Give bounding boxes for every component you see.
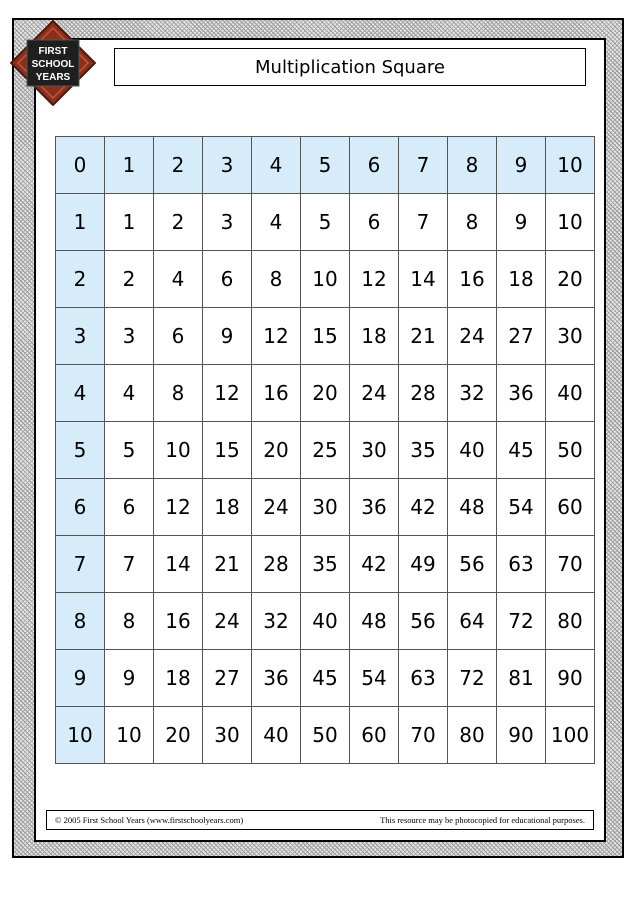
product-cell: 56	[399, 593, 448, 650]
product-cell: 10	[154, 422, 203, 479]
product-cell: 14	[399, 251, 448, 308]
header-cell: 8	[56, 593, 105, 650]
product-cell: 48	[350, 593, 399, 650]
page-title: Multiplication Square	[114, 48, 586, 86]
logo-line-1: FIRST	[38, 46, 68, 57]
first-school-years-logo	[10, 20, 96, 106]
product-cell: 36	[497, 365, 546, 422]
product-cell: 5	[105, 422, 154, 479]
product-cell: 81	[497, 650, 546, 707]
grid-row	[56, 194, 595, 251]
product-cell: 10	[546, 194, 595, 251]
product-cell: 30	[301, 479, 350, 536]
product-cell: 15	[203, 422, 252, 479]
product-cell: 3	[105, 308, 154, 365]
product-cell: 90	[546, 650, 595, 707]
product-cell: 40	[252, 707, 301, 764]
product-cell: 9	[497, 194, 546, 251]
grid-row	[56, 707, 595, 764]
product-cell: 16	[154, 593, 203, 650]
product-cell: 24	[203, 593, 252, 650]
product-cell: 40	[448, 422, 497, 479]
product-cell: 54	[350, 650, 399, 707]
grid-row	[56, 308, 595, 365]
footer-notice: This resource may be photocopied for educational purposes.	[380, 815, 585, 825]
grid-row	[56, 593, 595, 650]
product-cell: 2	[154, 194, 203, 251]
product-cell: 6	[105, 479, 154, 536]
header-cell: 7	[56, 536, 105, 593]
product-cell: 56	[448, 536, 497, 593]
product-cell: 72	[448, 650, 497, 707]
product-cell: 45	[497, 422, 546, 479]
product-cell: 20	[546, 251, 595, 308]
grid-row	[56, 479, 595, 536]
header-cell: 3	[56, 308, 105, 365]
product-cell: 6	[203, 251, 252, 308]
product-cell: 1	[105, 194, 154, 251]
logo-line-2: SCHOOL	[31, 59, 75, 70]
product-cell: 50	[546, 422, 595, 479]
product-cell: 24	[350, 365, 399, 422]
product-cell: 45	[301, 650, 350, 707]
product-cell: 50	[301, 707, 350, 764]
product-cell: 5	[301, 194, 350, 251]
product-cell: 60	[350, 707, 399, 764]
grid-body	[56, 137, 595, 764]
product-cell: 28	[252, 536, 301, 593]
product-cell: 54	[497, 479, 546, 536]
product-cell: 12	[252, 308, 301, 365]
header-cell: 0	[56, 137, 105, 194]
product-cell: 6	[154, 308, 203, 365]
header-cell: 5	[301, 137, 350, 194]
product-cell: 12	[203, 365, 252, 422]
product-cell: 42	[350, 536, 399, 593]
product-cell: 28	[399, 365, 448, 422]
product-cell: 15	[301, 308, 350, 365]
product-cell: 48	[448, 479, 497, 536]
product-cell: 49	[399, 536, 448, 593]
product-cell: 35	[399, 422, 448, 479]
product-cell: 30	[350, 422, 399, 479]
product-cell: 36	[350, 479, 399, 536]
product-cell: 42	[399, 479, 448, 536]
header-cell: 1	[105, 137, 154, 194]
multiplication-grid	[55, 136, 595, 764]
product-cell: 4	[105, 365, 154, 422]
product-cell: 18	[350, 308, 399, 365]
header-cell: 4	[252, 137, 301, 194]
grid-row	[56, 137, 595, 194]
product-cell: 80	[448, 707, 497, 764]
product-cell: 20	[252, 422, 301, 479]
header-cell: 5	[56, 422, 105, 479]
product-cell: 36	[252, 650, 301, 707]
logo-line-3: YEARS	[35, 72, 71, 83]
product-cell: 20	[301, 365, 350, 422]
product-cell: 7	[399, 194, 448, 251]
product-cell: 70	[399, 707, 448, 764]
product-cell: 70	[546, 536, 595, 593]
product-cell: 27	[497, 308, 546, 365]
product-cell: 8	[105, 593, 154, 650]
product-cell: 30	[203, 707, 252, 764]
product-cell: 16	[252, 365, 301, 422]
header-cell: 1	[56, 194, 105, 251]
product-cell: 8	[154, 365, 203, 422]
product-cell: 4	[154, 251, 203, 308]
product-cell: 40	[546, 365, 595, 422]
header-cell: 10	[546, 137, 595, 194]
product-cell: 72	[497, 593, 546, 650]
product-cell: 10	[105, 707, 154, 764]
product-cell: 7	[105, 536, 154, 593]
product-cell: 9	[203, 308, 252, 365]
header-cell: 6	[350, 137, 399, 194]
product-cell: 8	[448, 194, 497, 251]
header-cell: 10	[56, 707, 105, 764]
header-cell: 9	[56, 650, 105, 707]
product-cell: 25	[301, 422, 350, 479]
header-cell: 2	[56, 251, 105, 308]
product-cell: 21	[399, 308, 448, 365]
product-cell: 30	[546, 308, 595, 365]
grid-row	[56, 251, 595, 308]
product-cell: 60	[546, 479, 595, 536]
product-cell: 40	[301, 593, 350, 650]
product-cell: 10	[301, 251, 350, 308]
product-cell: 32	[252, 593, 301, 650]
product-cell: 18	[497, 251, 546, 308]
product-cell: 2	[105, 251, 154, 308]
header-cell: 7	[399, 137, 448, 194]
product-cell: 32	[448, 365, 497, 422]
header-cell: 9	[497, 137, 546, 194]
header-cell: 3	[203, 137, 252, 194]
product-cell: 18	[154, 650, 203, 707]
product-cell: 63	[399, 650, 448, 707]
product-cell: 8	[252, 251, 301, 308]
product-cell: 35	[301, 536, 350, 593]
product-cell: 100	[546, 707, 595, 764]
grid-row	[56, 536, 595, 593]
product-cell: 24	[252, 479, 301, 536]
product-cell: 24	[448, 308, 497, 365]
product-cell: 9	[105, 650, 154, 707]
product-cell: 6	[350, 194, 399, 251]
product-cell: 63	[497, 536, 546, 593]
product-cell: 4	[252, 194, 301, 251]
product-cell: 27	[203, 650, 252, 707]
product-cell: 21	[203, 536, 252, 593]
header-cell: 4	[56, 365, 105, 422]
product-cell: 16	[448, 251, 497, 308]
header-cell: 2	[154, 137, 203, 194]
product-cell: 12	[350, 251, 399, 308]
product-cell: 80	[546, 593, 595, 650]
product-cell: 3	[203, 194, 252, 251]
product-cell: 64	[448, 593, 497, 650]
grid-row	[56, 650, 595, 707]
product-cell: 12	[154, 479, 203, 536]
grid-row	[56, 422, 595, 479]
header-cell: 6	[56, 479, 105, 536]
product-cell: 18	[203, 479, 252, 536]
footer-copyright: © 2005 First School Years (www.firstschoolyears.com)	[55, 815, 244, 825]
product-cell: 20	[154, 707, 203, 764]
header-cell: 8	[448, 137, 497, 194]
product-cell: 90	[497, 707, 546, 764]
footer	[46, 810, 594, 830]
grid-row	[56, 365, 595, 422]
product-cell: 14	[154, 536, 203, 593]
logo-graphic	[10, 20, 96, 106]
